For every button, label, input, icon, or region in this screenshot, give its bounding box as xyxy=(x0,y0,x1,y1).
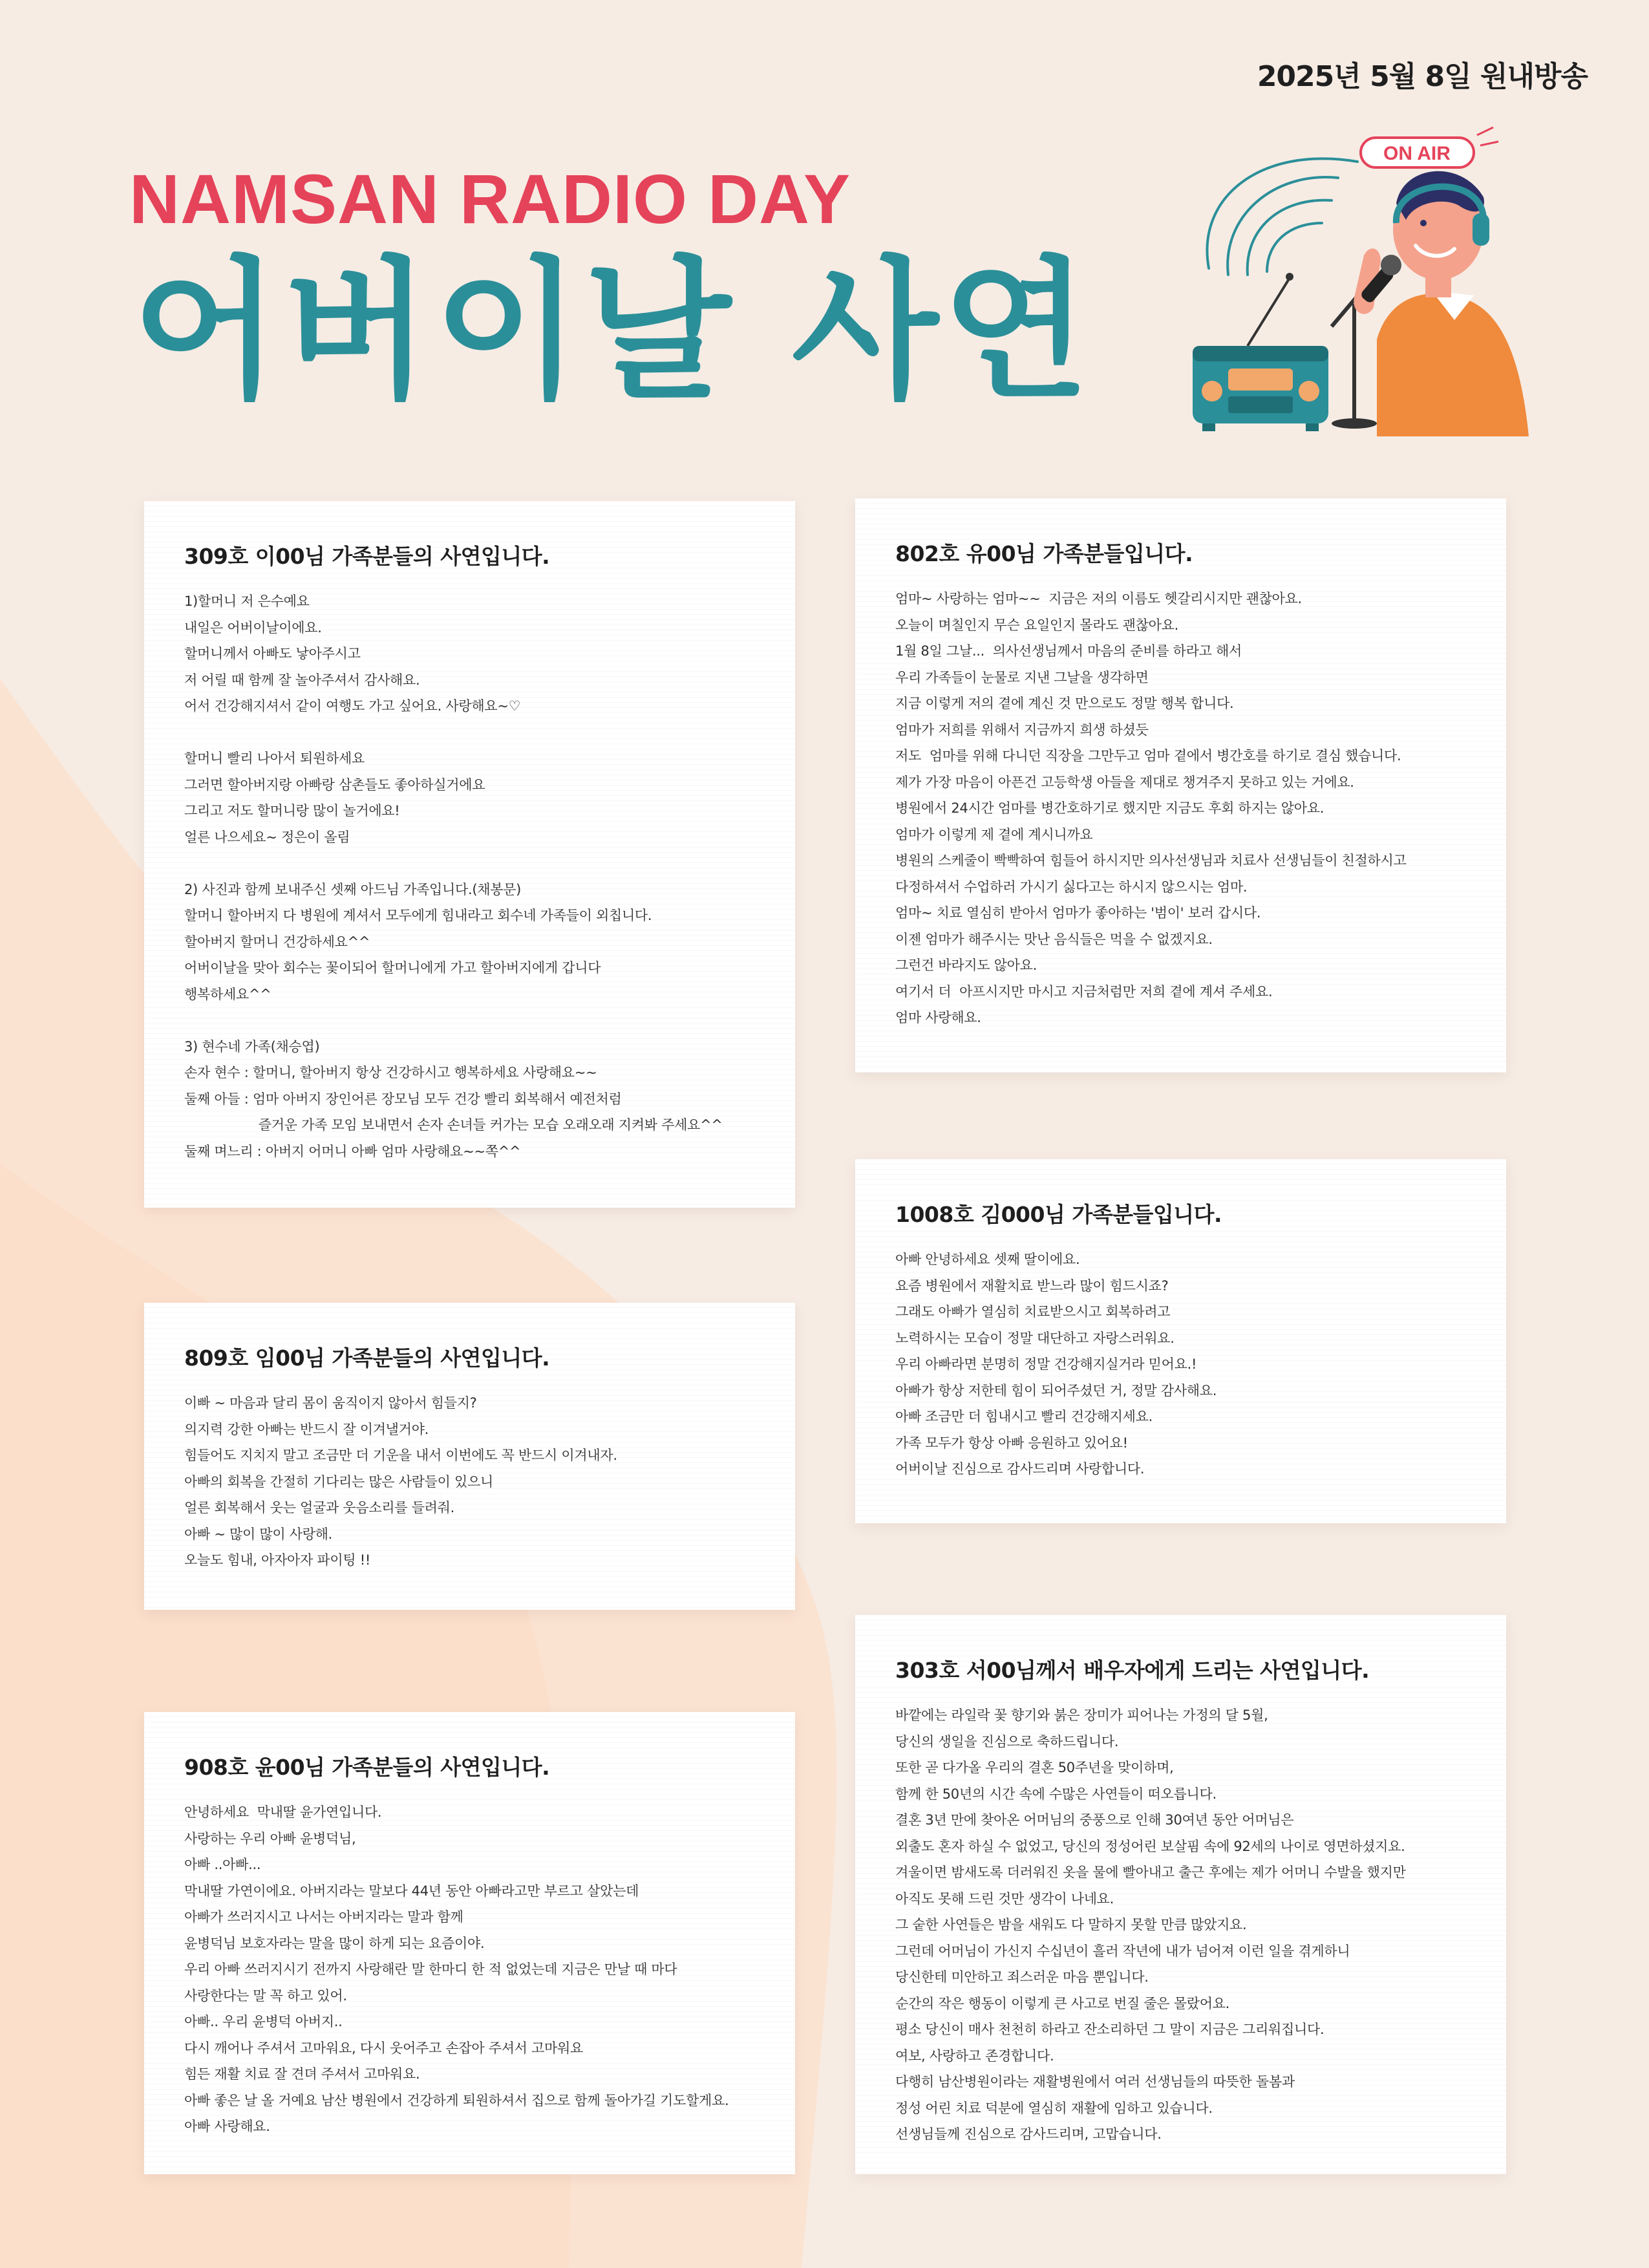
event-subtitle: NAMSAN RADIO DAY xyxy=(129,160,851,238)
radio-icon xyxy=(1193,346,1328,431)
story-body: 1)할머니 저 은수예요 내일은 어버이날이에요. 할머니께서 아빠도 낳아주시고 저 어릴 때 함께 잘 놀아주셔서 감사해요. 어서 건강해지셔서 같이 여행도 가고 싶어요. 사랑해요~♡ 할머니 빨리 나아서 퇴원하세요 그러면 할아버지랑 아빠랑 삼촌들도 좋아하실거에요 그리고 저도 할머니랑 많이 놀거에요! 얼른 나으세요~ 정은이 올림 2) 사진과 함께 보내주신 셋째 아드님 가족입니다.(채봉문) 할머니 할아버지 다 병원에 계셔서 모두에게 힘내라고 회수네 가족들이 외칩니다. 할아버지 할머니 건강하세요^^ 어버이날을 맞아 회수는 꽃이되어 할머니에게 가고 할아버지에게 갑니다 행복하세요^^ 3) 현수네 가족(채승엽) 손자 현수 : 할머니, 할아버지 항상 건강하시고 행복하세요 사랑해요~~ 둘째 아들 : 엄마 아버지 장인어른 장모님 모두 건강 빨리 회복해서 예전처럼 즐거운 가족 모임 보내면서 손자 손녀들 커가는 모습 오래오래 지켜봐 주세요^^ 둘째 며느리 : 아버지 어머니 아빠 엄마 사랑해요~~쪽^^ xyxy=(184,594,723,1159)
story-card-1008 xyxy=(855,1159,1506,1523)
story-body: 안녕하세요 막내딸 윤가연입니다. 사랑하는 우리 아빠 윤병덕님, 아빠 ..아빠... 막내딸 가연이에요. 아버지라는 말보다 44년 동안 아빠라고만 부르고 살았는데 아빠가 쓰러지시고 나서는 아버지라는 말과 함께 윤병덕님 보호자라는 말을 많이 하게 되는 요즘이야. 우리 아빠 쓰러지시기 전까지 사랑해란 말 한마디 한 적 없었는데 지금은 만날 때 마다 사랑한다는 말 꼭 하고 있어. 아빠.. 우리 윤병덕 아버지.. 다시 깨어나 주셔서 고마워요, 다시 웃어주고 손잡아 주셔서 고마워요 힘든 재활 치료 잘 견뎌 주셔서 고마워요. 아빠 좋은 날 올 거예요 남산 병원에서 건강하게 퇴원하셔서 집으로 함께 돌아가길 기도할게요. 아빠 사랑해요. xyxy=(184,1804,729,2134)
page-title: 어버이날 사연 xyxy=(133,243,1093,420)
on-air-label: ON AIR xyxy=(1383,143,1451,164)
story-card-309 xyxy=(144,501,795,1208)
story-card-802 xyxy=(855,498,1506,1073)
story-heading: 309호 이00님 가족분들의 사연입니다. xyxy=(184,544,550,569)
story-heading: 303호 서00님께서 배우자에게 드리는 사연입니다. xyxy=(895,1658,1370,1683)
story-card-303 xyxy=(855,1615,1506,2174)
radio-dj-illustration xyxy=(1183,126,1532,436)
radio-waves-icon xyxy=(1207,158,1357,275)
story-heading: 1008호 김000님 가족분들입니다. xyxy=(895,1202,1222,1227)
story-heading: 802호 유00님 가족분들입니다. xyxy=(895,541,1193,566)
story-card-908 xyxy=(144,1712,795,2174)
story-body: 아빠 안녕하세요 셋째 딸이에요. 요즘 병원에서 재활치료 받느라 많이 힘드시죠? 그래도 아빠가 열심히 치료받으시고 회복하려고 노력하시는 모습이 정말 대단하고 자랑스러워요. 우리 아빠라면 분명히 정말 건강해지실거라 믿어요.! 아빠가 항상 저한테 힘이 되어주셨던 거, 정말 감사해요. 아빠 조금만 더 힘내시고 빨리 건강해지세요. 가족 모두가 항상 아빠 응원하고 있어요! 어버이날 진심으로 감사드리며 사랑합니다. xyxy=(895,1252,1217,1477)
on-air-sign xyxy=(1361,127,1498,167)
broadcast-date: 2025년 5월 8일 원내방송 xyxy=(1257,60,1588,93)
story-body: 엄마~ 사랑하는 엄마~~ 지금은 저의 이름도 헷갈리시지만 괜찮아요. 오늘이 며칠인지 무슨 요일인지 몰라도 괜찮아요. 1월 8일 그날... 의사선생님께서 마음의 준비를 하라고 해서 우리 가족들이 눈물로 지낸 그날을 생각하면 지금 이렇게 저의 곁에 계신 것 만으로도 정말 행복 합니다. 엄마가 저희를 위해서 지금까지 희생 하셨듯 저도 엄마를 위해 다니던 직장을 그만두고 엄마 곁에서 병간호를 하기로 결심 했습니다. 제가 가장 마음이 아픈건 고등학생 아들을 제대로 챙겨주지 못하고 있는 거에요. 병원에서 24시간 엄마를 병간호하기로 했지만 지금도 후회 하지는 않아요. 엄마가 이렇게 제 곁에 계시니까요 병원의 스케줄이 빡빡하여 힘들어 하시지만 의사선생님과 치료사 선생님들이 친절하시고 다정하셔서 수업하러 가시기 싫다고는 하시지 않으시는 엄마. 엄마~ 치료 열심히 받아서 엄마가 좋아하는 '범이' 보러 갑시다. 이젠 엄마가 해주시는 맛난 음식들은 먹을 수 없겠지요. 그런건 바라지도 않아요. 여기서 더 아프시지만 마시고 지금처럼만 저희 곁에 계셔 주세요. 엄마 사랑해요. xyxy=(895,591,1407,1025)
story-body: 바깥에는 라일락 꽃 향기와 붉은 장미가 피어나는 가정의 달 5월, 당신의 생일을 진심으로 축하드립니다. 또한 곧 다가올 우리의 결혼 50주년을 맞이하며, 함께 한 50년의 시간 속에 수많은 사연들이 떠오릅니다. 결혼 3년 만에 찾아온 어머님의 중풍으로 인해 30여년 동안 어머님은 외출도 혼자 하실 수 없었고, 당신의 정성어린 보살핌 속에 92세의 나이로 영면하셨지요. 겨울이면 밤새도록 더러워진 옷을 물에 빨아내고 출근 후에는 제가 어머니 수발을 했지만 아직도 못해 드린 것만 생각이 나네요. 그 숱한 사연들은 밤을 새워도 다 말하지 못할 만큼 많았지요. 그런데 어머님이 가신지 수십년이 흘러 작년에 내가 넘어져 이런 일을 겪게하니 당신한테 미안하고 죄스러운 마음 뿐입니다. 순간의 작은 행동이 이렇게 큰 사고로 번질 줄은 몰랐어요. 평소 당신이 매사 천천히 하라고 잔소리하던 그 말이 지금은 그리워집니다. 여보, 사랑하고 존경합니다. 다행히 남산병원이라는 재활병원에서 여러 선생님들의 따뜻한 돌봄과 정성 어린 치료 덕분에 열심히 재활에 임하고 있습니다. 선생님들께 진심으로 감사드리며, 고맙습니다. xyxy=(895,1707,1406,2142)
host-character-icon xyxy=(1354,171,1529,436)
story-heading: 809호 임00님 가족분들의 사연입니다. xyxy=(184,1345,550,1371)
story-card-809 xyxy=(144,1303,795,1610)
story-heading: 908호 윤00님 가족분들의 사연입니다. xyxy=(184,1755,550,1780)
story-body: 이빠 ~ 마음과 달리 몸이 움직이지 않아서 힘들지? 의지력 강한 아빠는 반드시 잘 이겨낼거야. 힘들어도 지치지 말고 조금만 더 기운을 내서 이번에도 꼭 반드시 이겨내자. 아빠의 회복을 간절히 기다리는 많은 사람들이 있으니 얼른 회복해서 웃는 얼굴과 웃음소리를 들려줘. 아빠 ~ 많이 많이 사랑해. 오늘도 힘내, 아자아자 파이팅 !! xyxy=(184,1395,617,1568)
